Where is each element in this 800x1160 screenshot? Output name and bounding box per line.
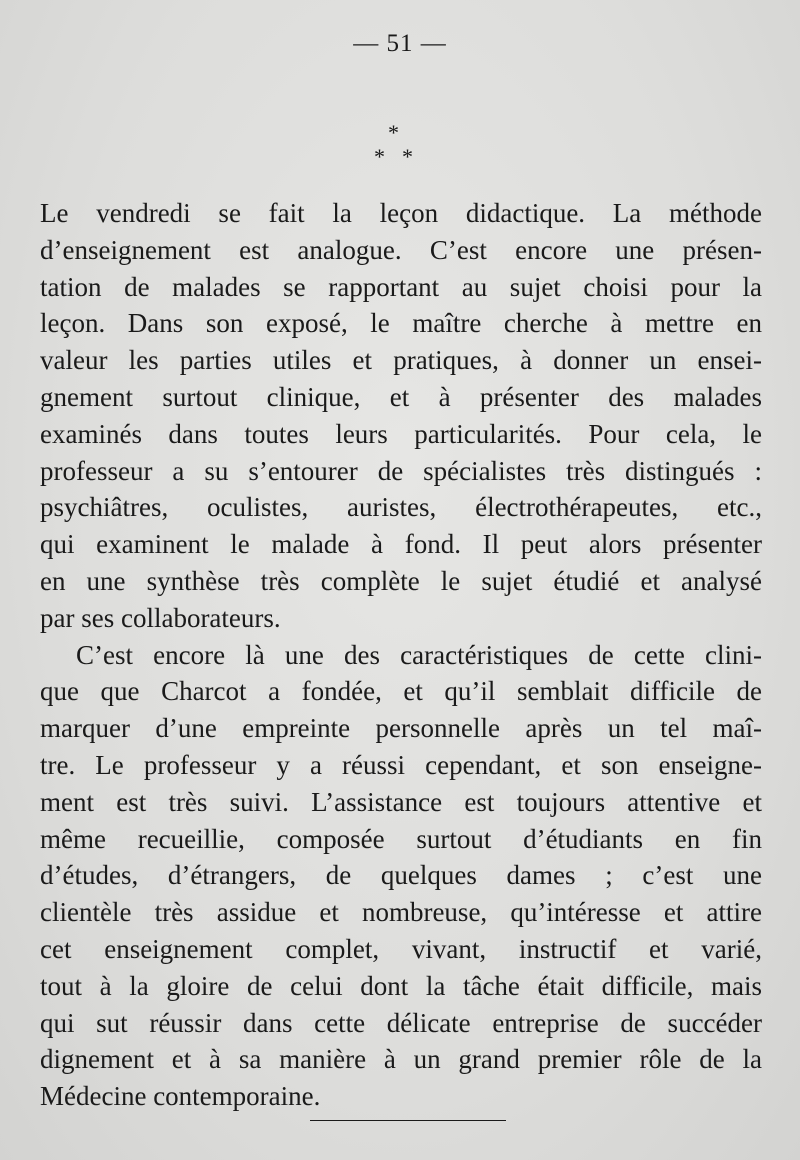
body-text — [40, 195, 762, 1115]
text-line: par ses collaborateurs. — [40, 602, 281, 633]
text-line: Médecine contemporaine. — [40, 1081, 321, 1112]
asterism-separator — [370, 122, 420, 172]
asterism-star: * — [402, 144, 413, 169]
text-line: professeur a su s’entourer de spécialistes très distingués : — [40, 455, 762, 486]
paragraph-1 — [40, 195, 762, 637]
text-line: d’études, d’étrangers, de quelques dames ; c’est une — [40, 860, 762, 891]
text-line: psychiâtres, oculistes, auristes, électrothérapeutes, etc., — [40, 492, 762, 523]
text-line: tation de malades se rapportant au sujet choisi pour la — [40, 271, 762, 302]
page-number: — 51 — — [353, 30, 447, 57]
text-line: qui sut réussir dans cette délicate entreprise de succéder — [40, 1007, 762, 1038]
text-line: même recueillie, composée surtout d’étudiants en fin — [40, 823, 762, 854]
text-line: valeur les parties utiles et pratiques, à donner un ensei- — [40, 345, 762, 376]
text-line: marquer d’une empreinte personnelle après un tel maî- — [40, 713, 762, 744]
asterism-star: * — [388, 120, 399, 145]
text-line: que que Charcot a fondée, et qu’il semblait difficile de — [40, 676, 762, 707]
text-line: examinés dans toutes leurs particularités. Pour cela, le — [40, 418, 762, 449]
text-line: clientèle très assidue et nombreuse, qu’intéresse et attire — [40, 897, 762, 928]
text-line: ment est très suivi. L’assistance est toujours attentive et — [40, 786, 762, 817]
text-line: d’enseignement est analogue. C’est encore une présen- — [40, 234, 762, 265]
text-line: leçon. Dans son exposé, le maître cherche à mettre en — [40, 308, 762, 339]
text-line: qui examinent le malade à fond. Il peut alors présenter — [40, 529, 762, 560]
paragraph-2 — [40, 637, 762, 1115]
text-line: C’est encore là une des caractéristiques de cette clini- — [76, 639, 762, 670]
text-line: en une synthèse très complète le sujet étudié et analysé — [40, 565, 762, 596]
text-line: tre. Le professeur y a réussi cependant, et son enseigne- — [40, 749, 762, 780]
text-line: gnement surtout clinique, et à présenter des malades — [40, 381, 762, 412]
text-line: cet enseignement complet, vivant, instructif et varié, — [40, 933, 762, 964]
text-line: Le vendredi se fait la leçon didactique. La méthode — [40, 198, 762, 228]
text-line: tout à la gloire de celui dont la tâche était difficile, mais — [40, 970, 762, 1001]
closing-rule — [310, 1120, 506, 1121]
text-line: dignement et à sa manière à un grand premier rôle de la — [40, 1044, 762, 1075]
asterism-star: * — [374, 144, 385, 169]
